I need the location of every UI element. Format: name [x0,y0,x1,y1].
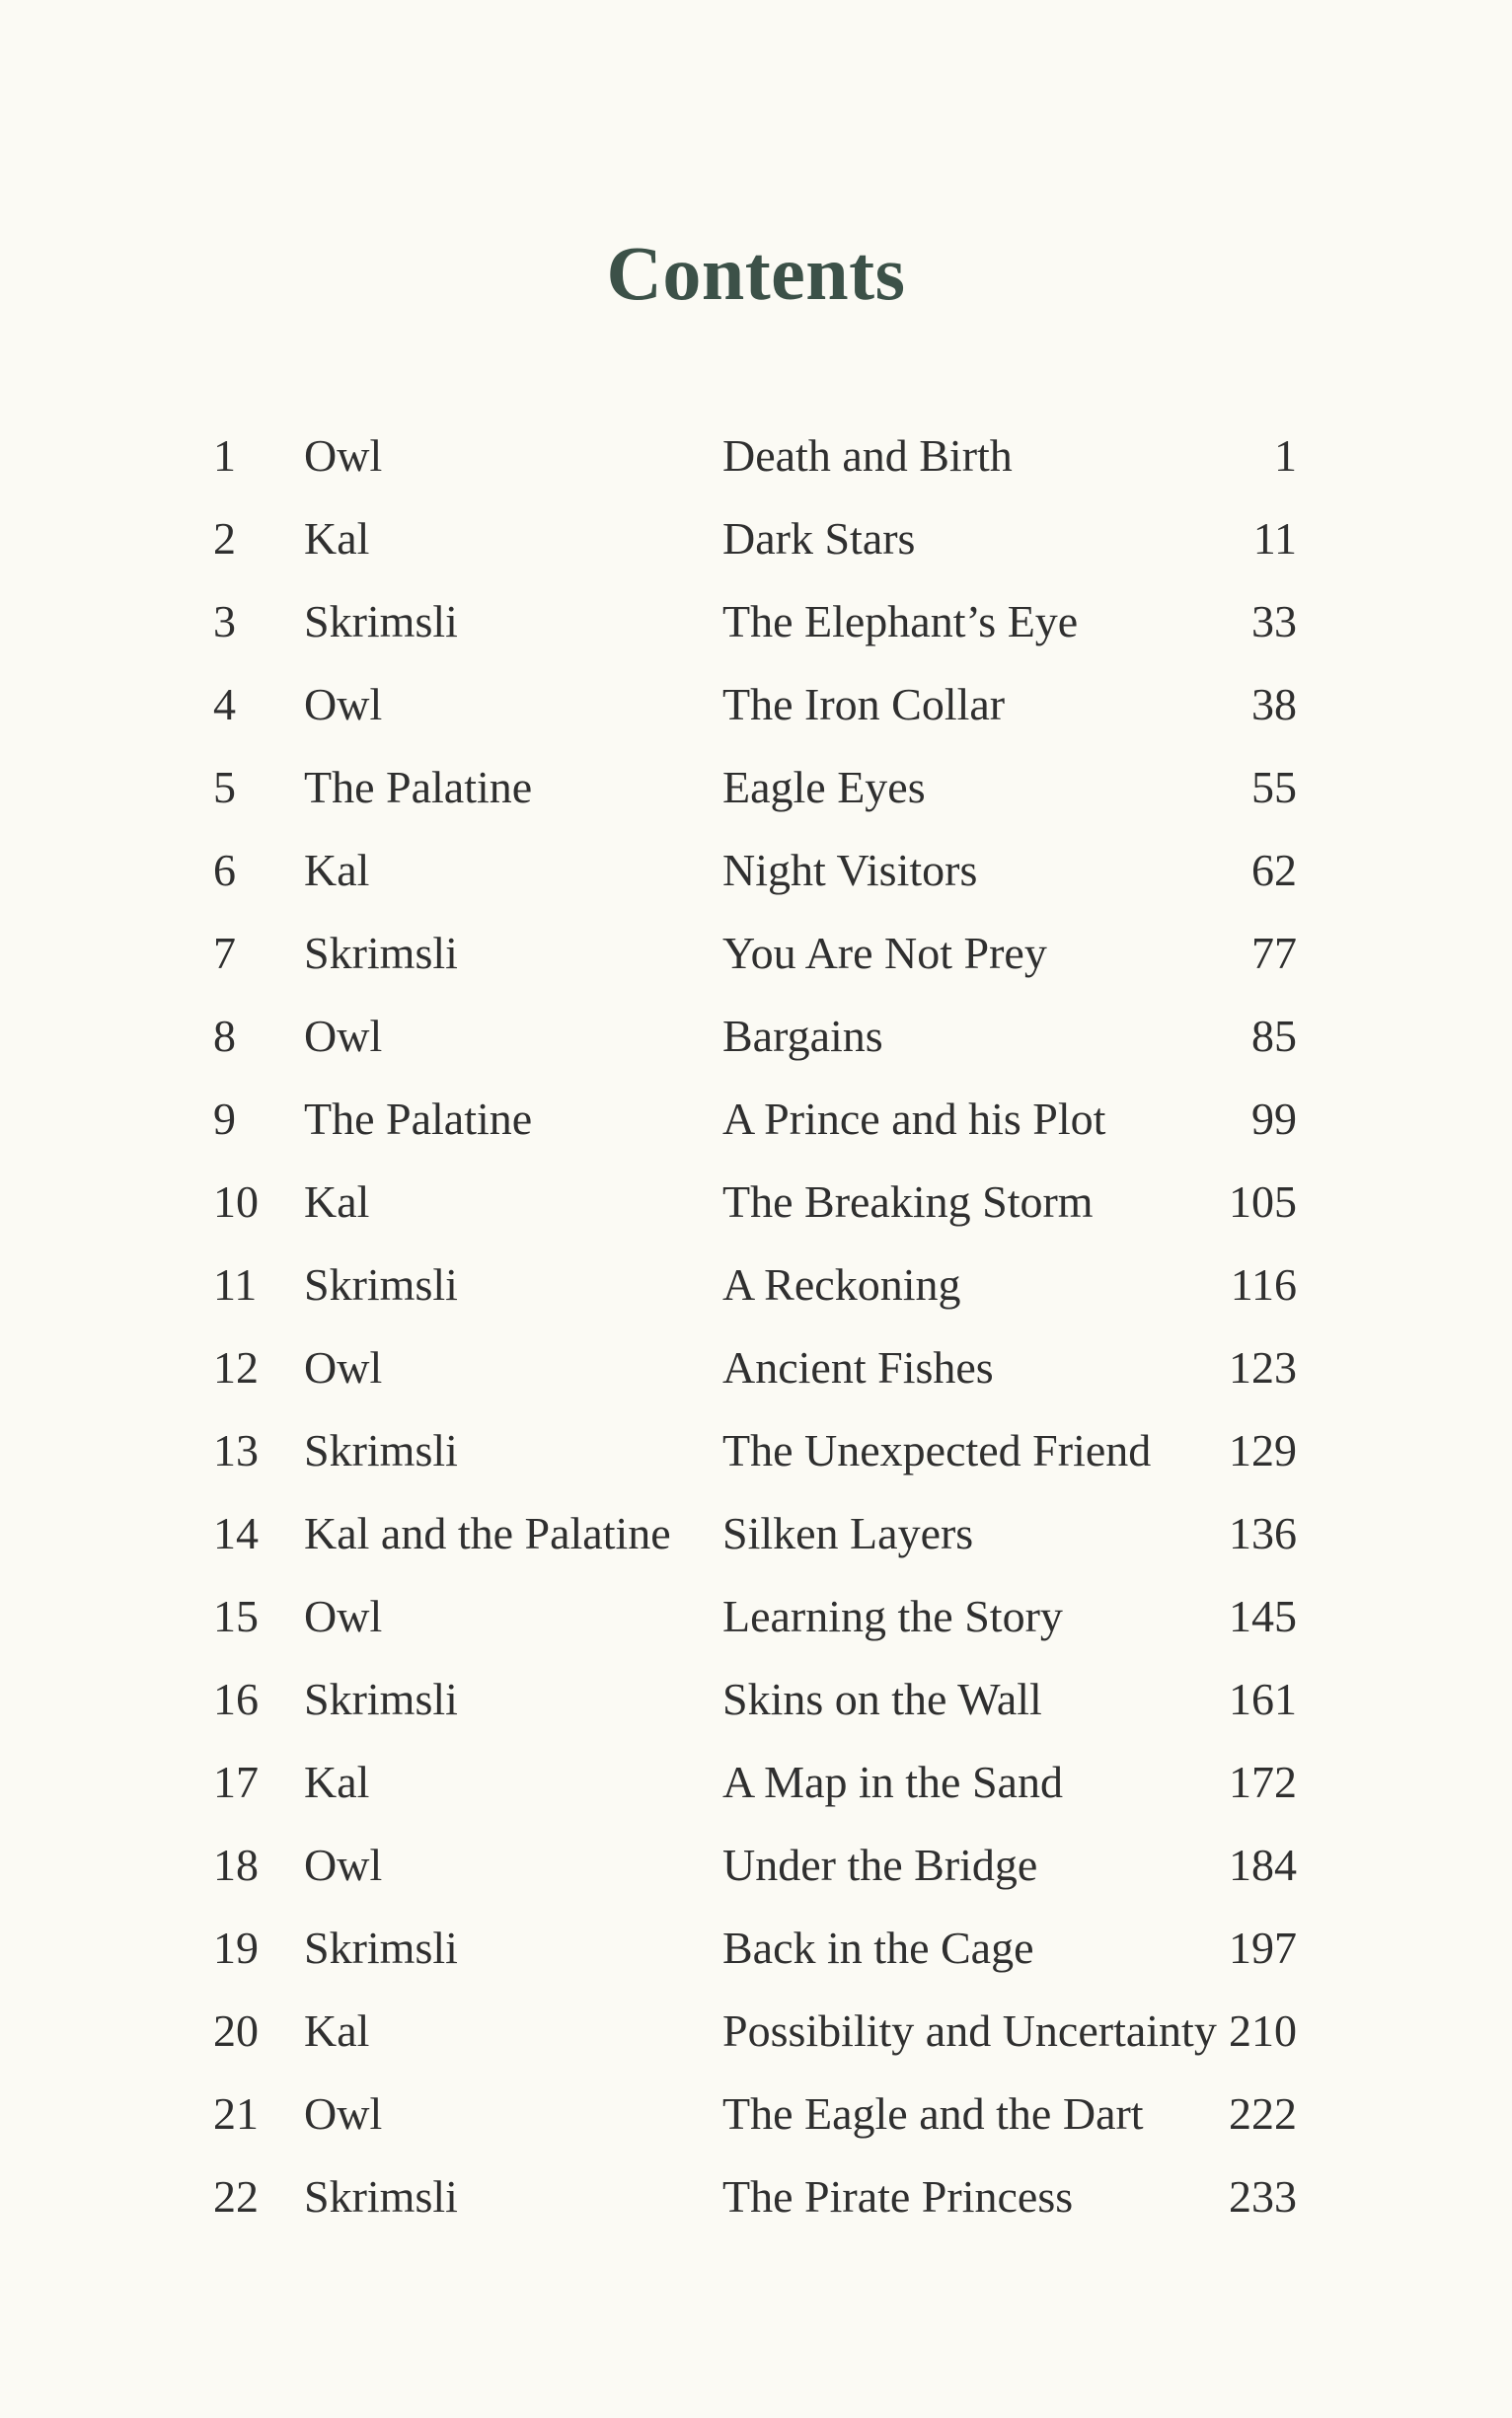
chapter-narrator: Skrimsli [304,596,458,646]
toc-row [0,1078,1512,1161]
chapter-page-number: 129 [1229,1425,1297,1475]
toc-row [0,580,1512,663]
toc-row [0,1824,1512,1907]
chapter-page-number: 145 [1229,1591,1297,1641]
toc-row [0,1658,1512,1741]
toc-row [0,829,1512,912]
chapter-page-number: 210 [1229,2005,1297,2056]
toc-row [0,663,1512,746]
page-title: Contents [606,230,906,316]
toc-row [0,1326,1512,1409]
chapter-page-number: 161 [1229,1674,1297,1724]
chapter-narrator: Skrimsli [304,2171,458,2222]
toc-row [0,746,1512,829]
chapter-title: You Are Not Prey [722,928,1047,978]
chapter-narrator: Skrimsli [304,1259,458,1310]
chapter-page-number: 85 [1251,1011,1297,1061]
chapter-page-number: 123 [1229,1342,1297,1393]
chapter-number: 7 [213,928,236,978]
chapter-page-number: 105 [1229,1176,1297,1227]
chapter-title: The Eagle and the Dart [722,2088,1144,2139]
toc-row [0,415,1512,497]
chapter-number: 18 [213,1840,259,1890]
chapter-number: 4 [213,679,236,729]
chapter-narrator: Kal [304,845,370,895]
chapter-narrator: Kal [304,1176,370,1227]
chapter-title: A Reckoning [722,1259,961,1310]
chapter-page-number: 1 [1274,430,1297,481]
chapter-number: 15 [213,1591,259,1641]
chapter-number: 16 [213,1674,259,1724]
chapter-narrator: Kal [304,2005,370,2056]
chapter-number: 2 [213,513,236,564]
chapter-narrator: Skrimsli [304,1425,458,1475]
chapter-number: 17 [213,1757,259,1807]
chapter-page-number: 77 [1251,928,1297,978]
chapter-number: 20 [213,2005,259,2056]
toc-row [0,2155,1512,2238]
chapter-page-number: 55 [1251,762,1297,812]
chapter-title: Bargains [722,1011,883,1061]
toc-row [0,912,1512,995]
toc-row [0,1244,1512,1326]
chapter-title: A Map in the Sand [722,1757,1063,1807]
chapter-page-number: 233 [1229,2171,1297,2222]
chapter-narrator: Owl [304,1342,383,1393]
chapter-title: The Elephant’s Eye [722,596,1079,646]
toc-row [0,497,1512,580]
chapter-page-number: 11 [1252,513,1297,564]
chapter-narrator: Owl [304,1591,383,1641]
toc-row [0,1907,1512,1990]
chapter-title: Learning the Story [722,1591,1063,1641]
chapter-page-number: 172 [1229,1757,1297,1807]
chapter-narrator: Owl [304,1840,383,1890]
chapter-number: 10 [213,1176,259,1227]
chapter-title: The Unexpected Friend [722,1425,1152,1475]
chapter-number: 8 [213,1011,236,1061]
chapter-title: The Iron Collar [722,679,1006,729]
toc-row [0,1161,1512,1244]
chapter-page-number: 116 [1230,1259,1297,1310]
toc-row [0,1741,1512,1824]
chapter-title: Skins on the Wall [722,1674,1042,1724]
chapter-title: Dark Stars [722,513,916,564]
chapter-page-number: 197 [1229,1923,1297,1973]
chapter-page-number: 33 [1251,596,1297,646]
chapter-page-number: 222 [1229,2088,1297,2139]
chapter-number: 1 [213,430,236,481]
chapter-title: Under the Bridge [722,1840,1038,1890]
chapter-title: Silken Layers [722,1508,974,1558]
chapter-number: 21 [213,2088,259,2139]
chapter-narrator: Kal [304,1757,370,1807]
chapter-page-number: 136 [1229,1508,1297,1558]
chapter-page-number: 62 [1251,845,1297,895]
chapter-page-number: 99 [1251,1094,1297,1144]
chapter-narrator: Owl [304,2088,383,2139]
chapter-page-number: 38 [1251,679,1297,729]
chapter-narrator: Kal [304,513,370,564]
chapter-narrator: The Palatine [304,762,533,812]
chapter-title: Ancient Fishes [722,1342,994,1393]
chapter-title: Back in the Cage [722,1923,1034,1973]
chapter-number: 5 [213,762,236,812]
chapter-narrator: Owl [304,679,383,729]
chapter-narrator: Kal and the Palatine [304,1508,671,1558]
toc-row [0,1492,1512,1575]
chapter-number: 19 [213,1923,259,1973]
toc-row [0,1990,1512,2073]
chapter-title: Possibility and Uncertainty [722,2005,1217,2056]
toc-row [0,1575,1512,1658]
chapter-narrator: Skrimsli [304,928,458,978]
chapter-number: 6 [213,845,236,895]
chapter-title: The Breaking Storm [722,1176,1094,1227]
toc-row [0,995,1512,1078]
chapter-number: 13 [213,1425,259,1475]
chapter-title: The Pirate Princess [722,2171,1074,2222]
chapter-narrator: Skrimsli [304,1674,458,1724]
chapter-title: Night Visitors [722,845,978,895]
chapter-narrator: Owl [304,1011,383,1061]
chapter-narrator: The Palatine [304,1094,533,1144]
chapter-number: 22 [213,2171,259,2222]
chapter-title: A Prince and his Plot [722,1094,1106,1144]
chapter-number: 9 [213,1094,236,1144]
toc-row [0,1409,1512,1492]
chapter-narrator: Owl [304,430,383,481]
chapter-page-number: 184 [1229,1840,1297,1890]
chapter-title: Death and Birth [722,430,1013,481]
chapter-number: 12 [213,1342,259,1393]
chapter-number: 3 [213,596,236,646]
chapter-narrator: Skrimsli [304,1923,458,1973]
toc-row [0,2073,1512,2155]
chapter-title: Eagle Eyes [722,762,926,812]
chapter-number: 14 [213,1508,259,1558]
chapter-number: 11 [213,1259,258,1310]
